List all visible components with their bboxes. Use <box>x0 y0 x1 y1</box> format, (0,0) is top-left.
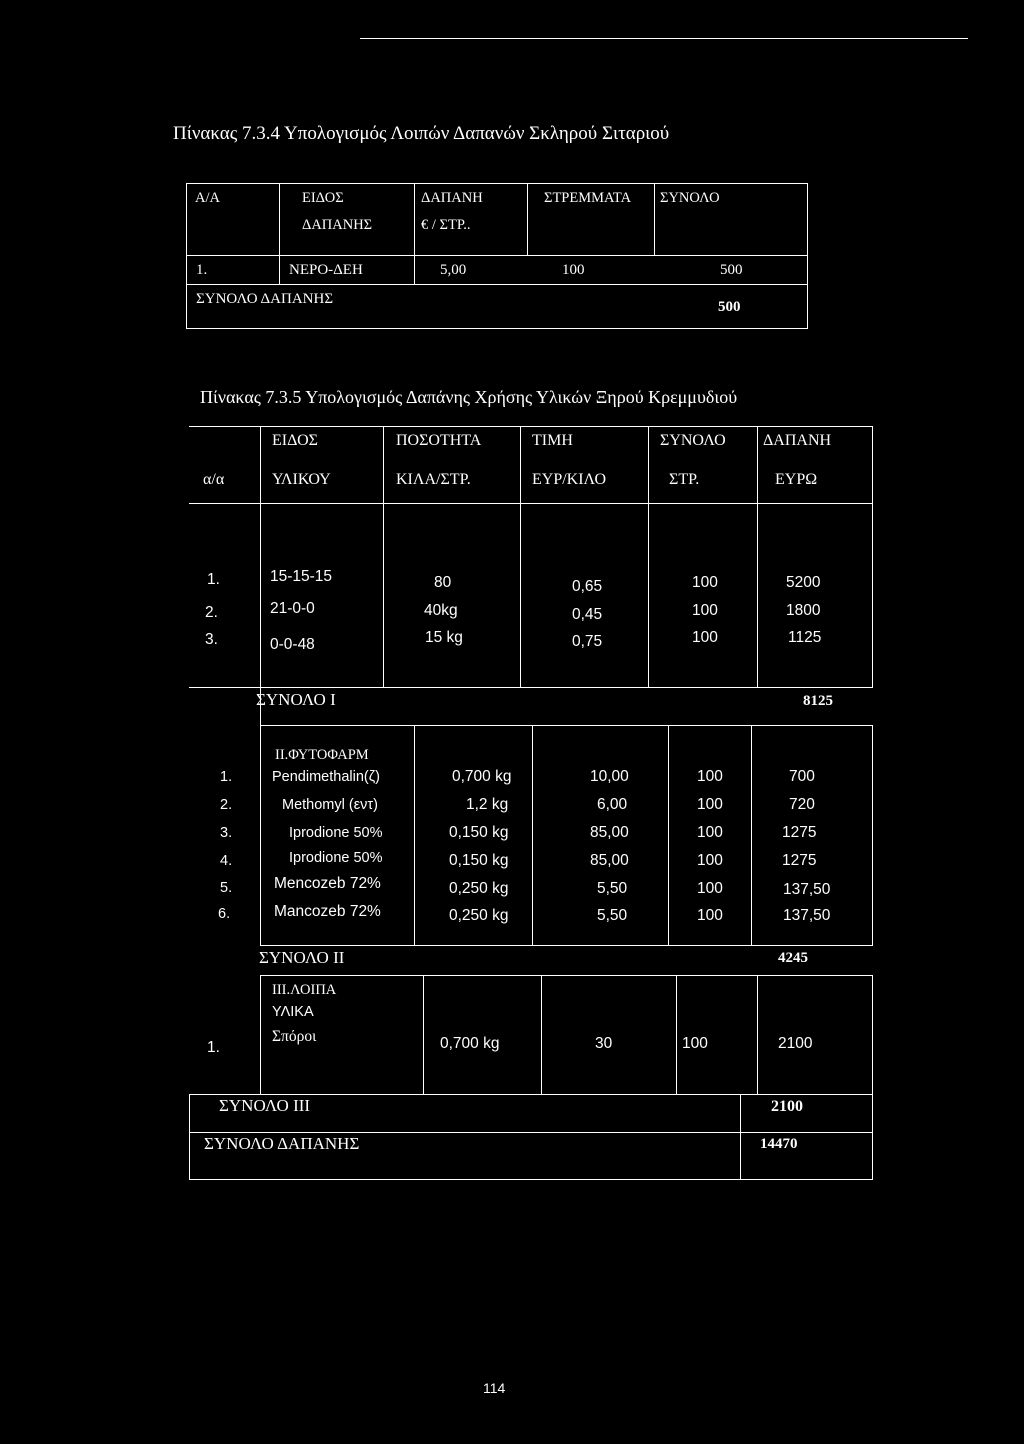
table2-border-top <box>189 426 873 427</box>
table2-other-price: 30 <box>595 1035 613 1052</box>
table2-pest-cost: 720 <box>789 796 815 813</box>
table2-other-type: Σπόροι <box>272 1028 317 1045</box>
table2-pest-top <box>260 725 873 726</box>
table1-header-type: ΔΑΠΑΝΗΣ <box>302 217 373 233</box>
table1-cell-total: 500 <box>720 262 743 278</box>
table2-fert-acres: 100 <box>692 629 718 646</box>
table2-header-cost: ΕΥΡΩ <box>775 471 818 488</box>
table2-total2-value: 4245 <box>778 950 808 966</box>
table2-other-cost: 2100 <box>778 1035 813 1052</box>
table1-caption: Πίνακας 7.3.4 Υπολογισμός Λοιπών Δαπανών Σκληρού Σιταριού <box>173 123 670 144</box>
table2-pest-aa: 2. <box>220 797 233 813</box>
table2-other-aa: 1. <box>207 1039 220 1056</box>
table1-header-cost: ΔΑΠΑΝΗ <box>421 190 483 206</box>
table1-cell-aa: 1. <box>196 262 208 278</box>
table1-col-line <box>527 183 528 255</box>
table2-fert-qty: 80 <box>434 574 452 591</box>
table2-pest-type: Mencozeb 72% <box>274 875 381 892</box>
table2-header-type: ΕΙΔΟΣ <box>272 432 318 449</box>
table2-fert-price: 0,75 <box>572 633 603 650</box>
table2-fert-price: 0,45 <box>572 606 603 623</box>
table2-header-bottom <box>189 503 873 504</box>
table2-pest-qty: 0,250 kg <box>449 907 509 924</box>
table2-pest-price: 85,00 <box>590 852 629 869</box>
top-rule <box>360 38 968 39</box>
table2-grand-total-value: 14470 <box>760 1136 798 1152</box>
table2-border-left <box>189 1094 190 1180</box>
table1-col-line <box>279 183 280 284</box>
table1-border-bottom <box>186 328 808 329</box>
table2-fert-price: 0,65 <box>572 578 603 595</box>
table2-pest-aa: 3. <box>220 825 233 841</box>
table2-pest-price: 10,00 <box>590 768 629 785</box>
table1-row-line <box>186 284 808 285</box>
table2-fert-qty: 15 kg <box>425 629 463 646</box>
table2-total1-label: ΣΥΝΟΛΟ Ι <box>256 690 336 709</box>
table1-col-line <box>654 183 655 255</box>
table2-other-heading: ΙΙΙ.ΛΟΙΠΑ <box>272 982 337 998</box>
table2-total1-value: 8125 <box>803 693 833 709</box>
table2-total2-label: ΣΥΝΟΛΟ ΙΙ <box>259 948 345 967</box>
table2-border-right <box>872 426 873 688</box>
table2-fert-type: 21-0-0 <box>270 600 315 617</box>
table2-fert-aa: 2. <box>205 604 218 621</box>
table2-header-total: ΣΥΝΟΛΟ <box>660 432 726 449</box>
table1-cell-cost: 5,00 <box>440 262 467 278</box>
table2-col-line <box>757 975 758 1095</box>
table2-col-line <box>668 725 669 946</box>
table2-fert-type: 15-15-15 <box>270 568 333 585</box>
table1-total-value: 500 <box>718 299 741 315</box>
table2-pest-cost: 1275 <box>782 852 817 869</box>
table1-col-line <box>414 183 415 284</box>
table2-col-line <box>751 725 752 946</box>
table2-pest-cost: 137,50 <box>783 881 831 898</box>
table2-col-line <box>260 975 261 1095</box>
table2-other-top <box>260 975 872 976</box>
table2-col-line <box>532 725 533 946</box>
table2-pest-qty: 0,150 kg <box>449 824 509 841</box>
table2-fert-acres: 100 <box>692 574 718 591</box>
table2-grand-total-label: ΣΥΝΟΛΟ ΔΑΠΑΝΗΣ <box>204 1134 360 1153</box>
table2-pest-acres: 100 <box>697 852 723 869</box>
table2-col-line <box>757 426 758 688</box>
table1-total-label: ΣΥΝΟΛΟ ΔΑΠΑΝΗΣ <box>196 291 334 307</box>
table2-fert-aa: 1. <box>207 571 220 588</box>
table2-pest-bottom <box>260 945 873 946</box>
table2-other-acres: 100 <box>682 1035 708 1052</box>
table2-pest-cost: 700 <box>789 768 815 785</box>
table2-pest-cost: 137,50 <box>783 907 831 924</box>
table2-fert-cost: 5200 <box>786 574 821 591</box>
page-number: 114 <box>483 1380 506 1396</box>
table2-fert-qty: 40kg <box>424 602 458 619</box>
table1-border-left <box>186 183 187 328</box>
table2-pest-aa: 5. <box>220 880 233 896</box>
table2-pest-price: 85,00 <box>590 824 629 841</box>
table2-header-cost: ΔΑΠΑΝΗ <box>763 432 832 449</box>
table1-header-aa: Α/Α <box>195 190 220 206</box>
table2-pest-qty: 1,2 kg <box>466 796 509 813</box>
table2-col-line <box>740 1094 741 1180</box>
table2-other-qty: 0,700 kg <box>440 1035 500 1052</box>
table2-col-line <box>260 426 261 946</box>
table2-other-heading: ΥΛΙΚΑ <box>272 1004 314 1020</box>
table1-header-cost: € / ΣΤΡ.. <box>421 217 471 233</box>
table2-header-price: ΕΥΡ/ΚΙΛΟ <box>532 471 607 488</box>
table2-pest-cost: 1275 <box>782 824 817 841</box>
table2-pest-heading: ΙΙ.ΦΥΤΟΦΑΡΜ <box>275 747 369 763</box>
table1-border-right <box>807 183 808 328</box>
table2-border-bottom <box>189 1179 873 1180</box>
table2-caption: Πίνακας 7.3.5 Υπολογισμός Δαπάνης Χρήσης Υλικών Ξηρού Κρεμμυδιού <box>200 387 738 407</box>
table2-header-qty: ΚΙΛΑ/ΣΤΡ. <box>396 471 471 488</box>
table2-header-aa: α/α <box>203 471 225 488</box>
table2-other-bottom <box>189 1094 873 1095</box>
table2-row-line <box>189 1132 873 1133</box>
table1-cell-acres: 100 <box>562 262 585 278</box>
table2-pest-aa: 6. <box>218 906 231 922</box>
table1-header-acres: ΣΤΡΕΜΜΑΤΑ <box>544 190 632 206</box>
table2-fert-type: 0-0-48 <box>270 636 315 653</box>
table2-border-right <box>872 1094 873 1180</box>
table2-pest-acres: 100 <box>697 768 723 785</box>
table2-col-line <box>541 975 542 1095</box>
table2-row-line <box>189 687 873 688</box>
table2-pest-qty: 0,250 kg <box>449 880 509 897</box>
table2-total3-label: ΣΥΝΟΛΟ ΙΙΙ <box>219 1096 311 1115</box>
table2-col-line <box>676 975 677 1095</box>
table2-fert-acres: 100 <box>692 602 718 619</box>
table2-pest-type: Iprodione 50% <box>289 825 383 841</box>
table2-col-line <box>423 975 424 1095</box>
table1-header-total: ΣΥΝΟΛΟ <box>660 190 720 206</box>
table2-pest-acres: 100 <box>697 907 723 924</box>
table2-col-line <box>414 725 415 946</box>
table2-header-total: ΣΤΡ. <box>669 471 700 488</box>
table2-pest-price: 5,50 <box>597 880 628 897</box>
table2-pest-qty: 0,700 kg <box>452 768 512 785</box>
table2-pest-type: Methomyl (εντ) <box>282 797 378 813</box>
table2-col-line <box>383 426 384 688</box>
table2-pest-type: Iprodione 50% <box>289 850 383 866</box>
table2-header-price: ΤΙΜΗ <box>532 432 573 449</box>
table2-pest-aa: 4. <box>220 853 233 869</box>
table2-col-line <box>520 426 521 688</box>
table2-fert-cost: 1800 <box>786 602 821 619</box>
table2-pest-acres: 100 <box>697 824 723 841</box>
table2-header-type: ΥΛΙΚΟΥ <box>272 471 331 488</box>
table2-fert-aa: 3. <box>205 631 218 648</box>
table2-pest-acres: 100 <box>697 880 723 897</box>
table2-border-right <box>872 725 873 946</box>
table2-border-right <box>872 975 873 1095</box>
table2-pest-acres: 100 <box>697 796 723 813</box>
table2-pest-aa: 1. <box>220 769 233 785</box>
table2-pest-type: Pendimethalin(ζ) <box>272 769 380 785</box>
table2-total3-value: 2100 <box>771 1098 803 1115</box>
table2-pest-type: Mancozeb 72% <box>274 903 381 920</box>
table2-pest-price: 5,50 <box>597 907 628 924</box>
table2-fert-cost: 1125 <box>788 629 822 646</box>
table1-header-type: ΕΙΔΟΣ <box>302 190 344 206</box>
table2-col-line <box>648 426 649 688</box>
table2-pest-price: 6,00 <box>597 796 628 813</box>
table2-pest-qty: 0,150 kg <box>449 852 509 869</box>
table2-header-qty: ΠΟΣΟΤΗΤΑ <box>396 432 482 449</box>
table1-cell-type: ΝΕΡΟ-ΔΕΗ <box>289 262 363 278</box>
